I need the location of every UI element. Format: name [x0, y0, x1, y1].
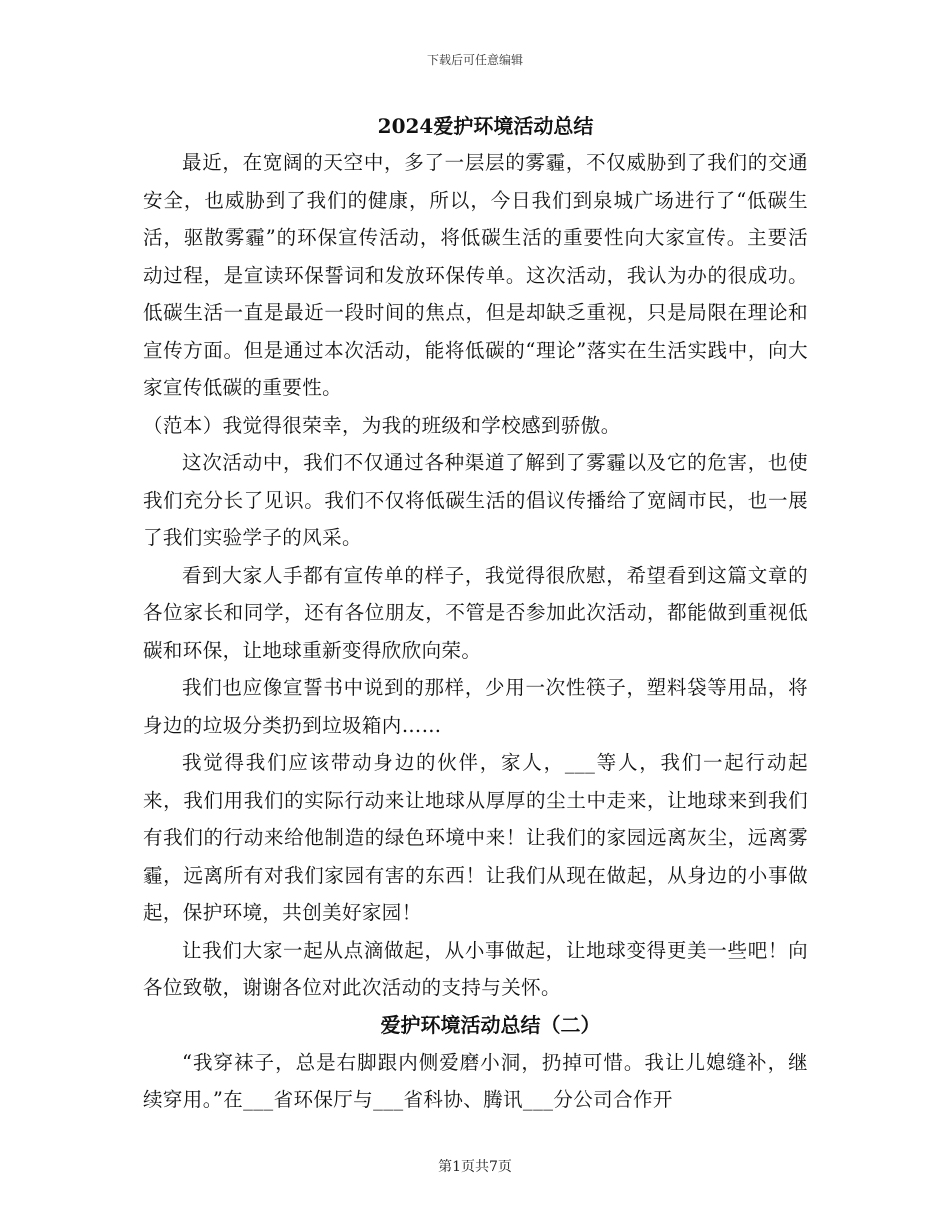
- page-header-note: 下载后可任意编辑: [426, 53, 523, 67]
- paragraph-intro: 最近，在宽阔的天空中，多了一层层的雾霾，不仅威胁到了我们的交通安全，也威胁到了我们的健康，所以，今日我们到泉城广场进行了“低碳生活，驱散雾霾”的环保宣传活动，将低碳生活的重要性向大家宣传。主要活动过程，是宣读环保誓词和发放环保传单。这次活动，我认为办的很成功。低碳生活一直是最近一段时间的焦点，但是却缺乏重视，只是局限在理论和宣传方面。但是通过本次活动，能将低碳的“理论”落实在生活实践中，向大家宣传低碳的重要性。: [143, 151, 808, 399]
- paragraph-closing: 让我们大家一起从点滴做起，从小事做起，让地球变得更美一些吧！向各位致敬，谢谢各位对此次活动的支持与关怀。: [143, 938, 808, 999]
- paragraph-call-to-action: 我觉得我们应该带动身边的伙伴，家人，___等人，我们一起行动起来，我们用我们的实际行动来让地球从厚厚的尘土中走来，让地球来到我们有我们的行动来给他制造的绿色环境中来！让我们的家园远离灰尘，远离雾霾，远离所有对我们家园有害的东西！让我们从现在做起，从身边的小事做起，保护环境，共创美好家园！: [143, 751, 808, 924]
- document-body: [143, 108, 808, 1119]
- paragraph-activity: 这次活动中，我们不仅通过各种渠道了解到了雾霾以及它的危害，也使我们充分长了见识。我们不仅将低碳生活的倡议传播给了宽阔市民，也一展了我们实验学子的风采。: [143, 451, 808, 549]
- section-two-title: 爱护环境活动总结（二）: [380, 1012, 601, 1037]
- section-two-paragraph: “我穿袜子，总是右脚跟内侧爱磨小洞，扔掉可惜。我让儿媳缝补，继续穿用。”在___省环保厅与___省科协、腾讯___分公司合作开: [143, 1050, 808, 1111]
- page-number: 第1页共7页: [438, 1159, 512, 1175]
- paragraph-leaflets: 看到大家人手都有宣传单的样子，我觉得很欣慰，希望看到这篇文章的各位家长和同学，还有各位朋友，不管是否参加此次活动，都能做到重视低碳和环保，让地球重新变得欣欣向荣。: [143, 563, 808, 662]
- document-title: 2024爱护环境活动总结: [377, 114, 594, 138]
- paragraph-sample-note: （范本）我觉得很荣幸，为我的班级和学校感到骄傲。: [143, 413, 621, 437]
- paragraph-pledge: 我们也应像宣誓书中说到的那样，少用一次性筷子，塑料袋等用品，将身边的垃圾分类扔到垃圾箱内……: [143, 676, 808, 737]
